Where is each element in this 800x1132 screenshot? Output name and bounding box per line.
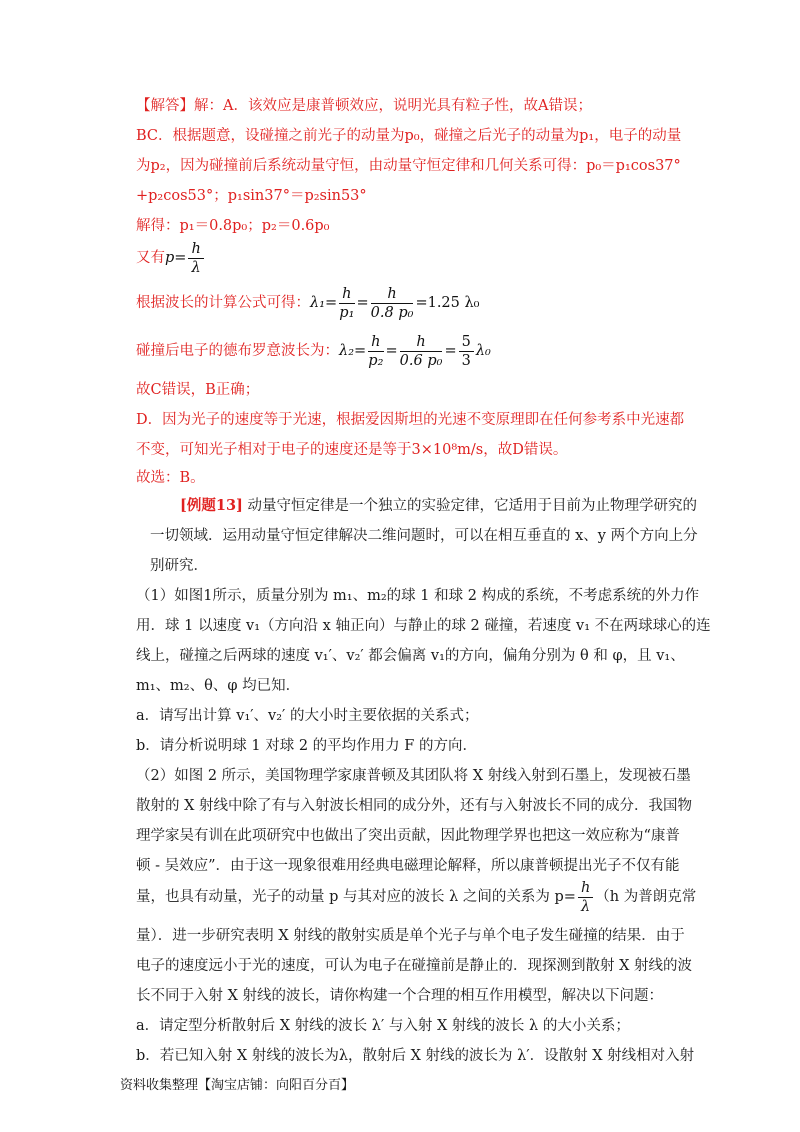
example-text: （h 为普朗克常 xyxy=(595,889,697,905)
example-line-17: 长不同于入射 X 射线的波长，请你构建一个合理的相互作用模型，解决以下问题： xyxy=(136,988,664,1004)
formula-prefix: 碰撞后电子的德布罗意波长为： xyxy=(136,343,339,359)
example-tag: [例题13] xyxy=(180,497,243,514)
example-line-18: a．请定型分析散射后 X 射线的波长 λ′ 与入射 X 射线的波长 λ 的大小关系； xyxy=(136,1018,630,1034)
frac-den: λ xyxy=(191,259,201,276)
equals-sign: = xyxy=(356,295,369,311)
frac-num: 5 xyxy=(459,333,474,352)
answer-line-2: BC．根据题意，设碰撞之前光子的动量为p₀，碰撞之后光子的动量为p₁，电子的动量 xyxy=(136,128,682,144)
lambda1-symbol: λ₁ xyxy=(310,295,326,311)
answer-line-3: 为p₂，因为碰撞前后系统动量守恒，由动量守恒定律和几何关系可得：p₀＝p₁cos37° xyxy=(136,158,681,174)
frac-den: 0.8 p₀ xyxy=(370,304,414,321)
p-symbol: p xyxy=(165,250,175,266)
frac-den: p₁ xyxy=(339,304,355,321)
example-line-11: 散射的 X 射线中除了有与入射波长相同的成分外，还有与入射波长不同的成分．我国物 xyxy=(136,798,693,814)
example-line-3: 别研究． xyxy=(150,558,208,574)
answer-line-10: D．因为光子的速度等于光速，根据爱因斯坦的光速不变原理即在任何参考系中光速都 xyxy=(136,412,685,428)
answer-line-1: 【解答】解：A．该效应是康普顿效应，说明光具有粒子性，故A错误； xyxy=(136,98,592,114)
example-line-12: 理学家吴有训在此项研究中也做出了突出贡献，因此物理学界也把这一效应称为“康普 xyxy=(136,828,680,844)
example-line-6: 线上，碰撞之后两球的速度 v₁′、v₂′ 都会偏离 v₁的方向，偏角分别为 θ 和 φ，且 v₁、 xyxy=(136,648,685,664)
lambda2-symbol: λ₂ xyxy=(339,343,355,359)
result-1: 1.25 λ₀ xyxy=(427,295,480,311)
frac-num: h xyxy=(578,879,593,898)
example-line-19: b．若已知入射 X 射线的波长为λ，散射后 X 射线的波长为 λ′．设散射 X 射线相对入射 xyxy=(136,1048,695,1064)
answer-line-4: +p₂cos53°；p₁sin37°＝p₂sin53° xyxy=(136,188,367,204)
frac-den: λ xyxy=(581,898,591,915)
momentum-formula xyxy=(136,238,206,278)
example-line-14 xyxy=(136,876,696,918)
example-line-2: 一切领域．运用动量守恒定律解决二维问题时，可以在相互垂直的 x、y 两个方向上分 xyxy=(150,528,698,544)
example-line-9: b．请分析说明球 1 对球 2 的平均作用力 F 的方向． xyxy=(136,738,477,754)
frac-den: 3 xyxy=(461,352,471,369)
h-over-p1 xyxy=(339,285,354,322)
answer-line-11: 不变，可知光子相对于电子的速度还是等于3×10⁸m/s，故D错误。 xyxy=(136,442,568,458)
h-over-p2 xyxy=(368,333,383,370)
example-line-13: 顿 - 吴效应”．由于这一现象很难用经典电磁理论解释，所以康普顿提出光子不仅有能 xyxy=(136,858,680,874)
example-line-4: （1）如图1所示，质量分别为 m₁、m₂的球 1 和球 2 构成的系统，不考虑系统的外力作 xyxy=(136,588,700,604)
h-over-lambda-inline xyxy=(578,879,593,916)
answer-line-9: 故C错误，B正确； xyxy=(136,382,260,398)
frac-den: p₂ xyxy=(368,352,384,369)
h-over-0.6p0 xyxy=(400,333,443,370)
five-thirds xyxy=(459,333,474,370)
equals-sign: = xyxy=(415,295,428,311)
result-2: λ₀ xyxy=(475,343,491,359)
equals-sign: = xyxy=(444,343,457,359)
frac-num: h xyxy=(371,285,414,304)
equals-sign: = xyxy=(385,343,398,359)
answer-line-5: 解得：p₁＝0.8p₀；p₂＝0.6p₀ xyxy=(136,218,330,234)
equals-sign: = xyxy=(325,295,338,311)
example-line-1 xyxy=(180,496,697,516)
example-text: 量，也具有动量，光子的动量 p 与其对应的波长 λ 之间的关系为 p= xyxy=(136,889,576,905)
example-text: 动量守恒定律是一个独立的实验定律，它适用于目前为止物理学研究的 xyxy=(247,498,698,514)
equals-sign: = xyxy=(354,343,367,359)
example-line-7: m₁、m₂、θ、φ 均已知． xyxy=(136,678,301,694)
wavelength-2-formula xyxy=(136,330,491,372)
formula-prefix: 根据波长的计算公式可得： xyxy=(136,295,310,311)
frac-den: 0.6 p₀ xyxy=(399,352,443,369)
example-line-5: 用．球 1 以速度 v₁（方向沿 x 轴正向）与静止的球 2 碰撞，若速度 v₁ 不在两球球心的连 xyxy=(136,618,711,634)
formula-prefix: 又有 xyxy=(136,250,165,266)
h-over-lambda xyxy=(188,240,203,277)
equals-sign: = xyxy=(174,250,187,266)
wavelength-1-formula xyxy=(136,282,480,324)
frac-num: h xyxy=(188,240,203,259)
footer-text: 资料收集整理【淘宝店铺：向阳百分百】 xyxy=(120,1078,355,1093)
h-over-0.8p0 xyxy=(371,285,414,322)
example-line-15: 量）．进一步研究表明 X 射线的散射实质是单个光子与单个电子发生碰撞的结果．由于 xyxy=(136,928,685,944)
frac-num: h xyxy=(400,333,443,352)
example-line-10: （2）如图 2 所示，美国物理学家康普顿及其团队将 X 射线入射到石墨上，发现被石墨 xyxy=(136,768,691,784)
frac-num: h xyxy=(368,333,383,352)
answer-line-12: 故选：B。 xyxy=(136,470,205,486)
frac-num: h xyxy=(339,285,354,304)
example-line-16: 电子的速度远小于光的速度，可认为电子在碰撞前是静止的．现探测到散射 X 射线的波 xyxy=(136,958,693,974)
example-line-8: a．请写出计算 v₁′、v₂′ 的大小时主要依据的关系式； xyxy=(136,708,479,724)
